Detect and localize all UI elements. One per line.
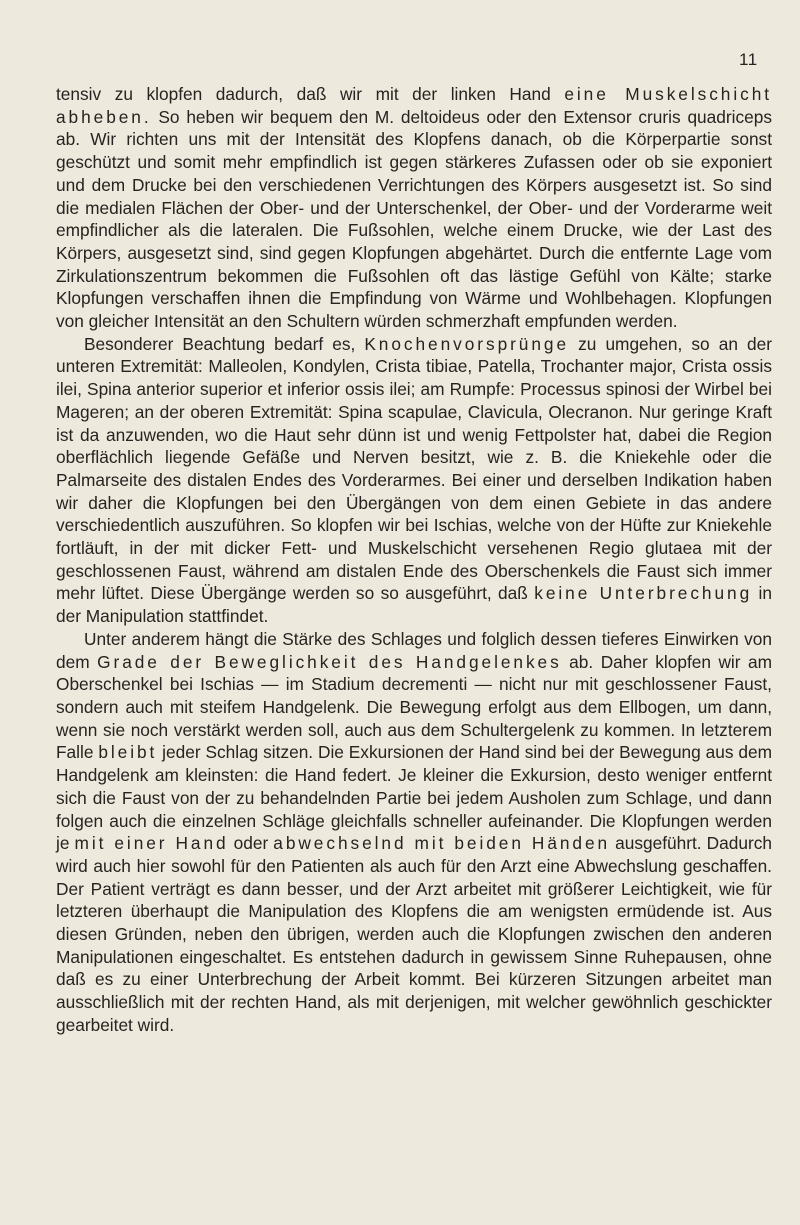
text-run: ausgeführt. Dadurch wird auch hier sowohl für den Patienten als auch für den Arzt eine Abwechslung geschaffen. Der Patient verträgt es dann besser, und der Arzt arbeitet mit größerer Leichtigkeit, wie für letzteren überhaupt die Manipulation des Klopfens die am wenigsten ermüdende ist. Aus diesen Gründen, neben den übrigen, werden auch die Klopfungen zwischen den anderen Manipulationen eingeschaltet. Es entstehen dadurch in gewissem Sinne Ruhepausen, ohne daß es zu einer Unterbrechung der Arbeit kommt. Bei kürzeren Sitzungen arbeitet man ausschließlich mit der rechten Hand, als mit derjenigen, mit welcher gewöhnlich geschickter gearbeitet wird. — [56, 833, 772, 1035]
text-run: ab. Daher klopfen wir am Oberschenkel bei Ischias — im Stadium decrementi — nicht nur mit geschlossener Faust, sondern auch mit steifem Handgelenk. Die Bewegung erfolgt aus dem Ellbogen, um dann, wenn sie noch verstärkt werden soll, auch aus dem Schultergelenk zu kommen. In letzterem Falle — [56, 651, 773, 763]
emphasis-run: keine Unterbrechung — [534, 583, 753, 604]
emphasis-run: eine Muskelschicht abheben. — [56, 84, 773, 127]
page-number: 11 — [739, 50, 758, 69]
emphasis-run: abwechselnd mit beiden Händen — [273, 833, 611, 854]
emphasis-run: Grade der Beweglichkeit des Handgelenkes — [97, 651, 562, 672]
text-run: So heben wir bequem den M. deltoideus oder den Extensor cruris quadriceps ab. Wir richten uns mit der Intensität des Klopfens danach, ob die Körperpartie sonst geschützt und somit mehr empfindlich ist gegen stärkeres Zufassen oder ob sie exponiert und dem Drucke bei den verschiedenen Verrichtungen des Körpers ausgesetzt ist. So sind die medialen Flächen der Ober- und der Unterschenkel, der Ober- und der Vorderarme weit empfindlicher als die lateralen. Die Fußsohlen, welche einem Drucke, wie der Last des Körpers, ausgesetzt sind, sind gegen Klopfungen abgehärtet. Durch die entfernte Lage vom Zirkulationszentrum bekommen die Fußsohlen oft das lästige Gefühl von Kälte; starke Klopfungen verschaffen ihnen die Empfindung von Wärme und Wohlbehagen. Klopfungen von gleicher Intensität an den Schultern würden schmerzhaft empfunden werden. — [56, 106, 772, 332]
text-run: zu umgehen, so an der unteren Extremität: Malleolen, Kondylen, Crista tibiae, Patella, Trochanter major, Crista ossis ilei, Spina anterior superior et inferior ossis ilei; am Rumpfe: Processus spinosi der Wirbel bei Mageren; an der oberen Extremität: Spina scapulae, Clavicula, Olecranon. Nur geringe Kraft ist da anzuwenden, wo die Haut sehr dünn ist und wenig Fettpolster hat, dabei die Region oberflächlich liegende Gefäße und Nerven besitzt, wie z. B. die Kniekehle oder die Palmarseite des distalen Endes des Vorderarmes. Bei einer und derselben Indikation haben wir daher die Klopfungen bei den Übergängen von dem einen Gebiete in das andere verschiedentlich auszuführen. So klopfen wir bei Ischias, welche von der Hüfte zur Kniekehle fortläuft, in der mit dicker Fett- und Muskelschicht versehenen Regio glutaea mit der geschlossenen Faust, während am distalen Ende des Oberschenkels die Faust sich immer mehr lüftet. Diese Übergänge werden so so ausgeführt, daß — [56, 333, 772, 604]
text-run: jeder Schlag sitzen. Die Exkursionen der Hand sind bei der Bewegung aus dem Handgelenk am kleinsten: die Hand federt. Je kleiner die Exkursion, desto weniger entfernt sich die Faust von der zu behandelnden Partie bei jedem Ausholen zum Schlage, und dann folgen auch die einzelnen Schläge gleichfalls schneller aufeinander. Die Klopfungen werden je — [56, 742, 772, 854]
text-run: in der Manipulation stattfindet. — [56, 583, 772, 627]
text-run: Besonderer Beachtung bedarf es, — [84, 333, 365, 354]
text-run: tensiv zu klopfen dadurch, daß wir mit der linken Hand — [56, 84, 565, 104]
text-run: Unter anderem hängt die Stärke des Schlages und folglich dessen tieferes Einwirken von dem — [56, 628, 772, 672]
body-text — [56, 83, 772, 1037]
paragraph — [56, 628, 772, 1037]
paragraph — [56, 333, 772, 628]
emphasis-run: Knochenvorsprünge — [364, 333, 570, 354]
emphasis-run: mit einer Hand — [74, 833, 229, 854]
text-run: oder — [228, 833, 274, 854]
emphasis-run: bleibt — [98, 742, 158, 763]
paragraph — [56, 83, 772, 333]
